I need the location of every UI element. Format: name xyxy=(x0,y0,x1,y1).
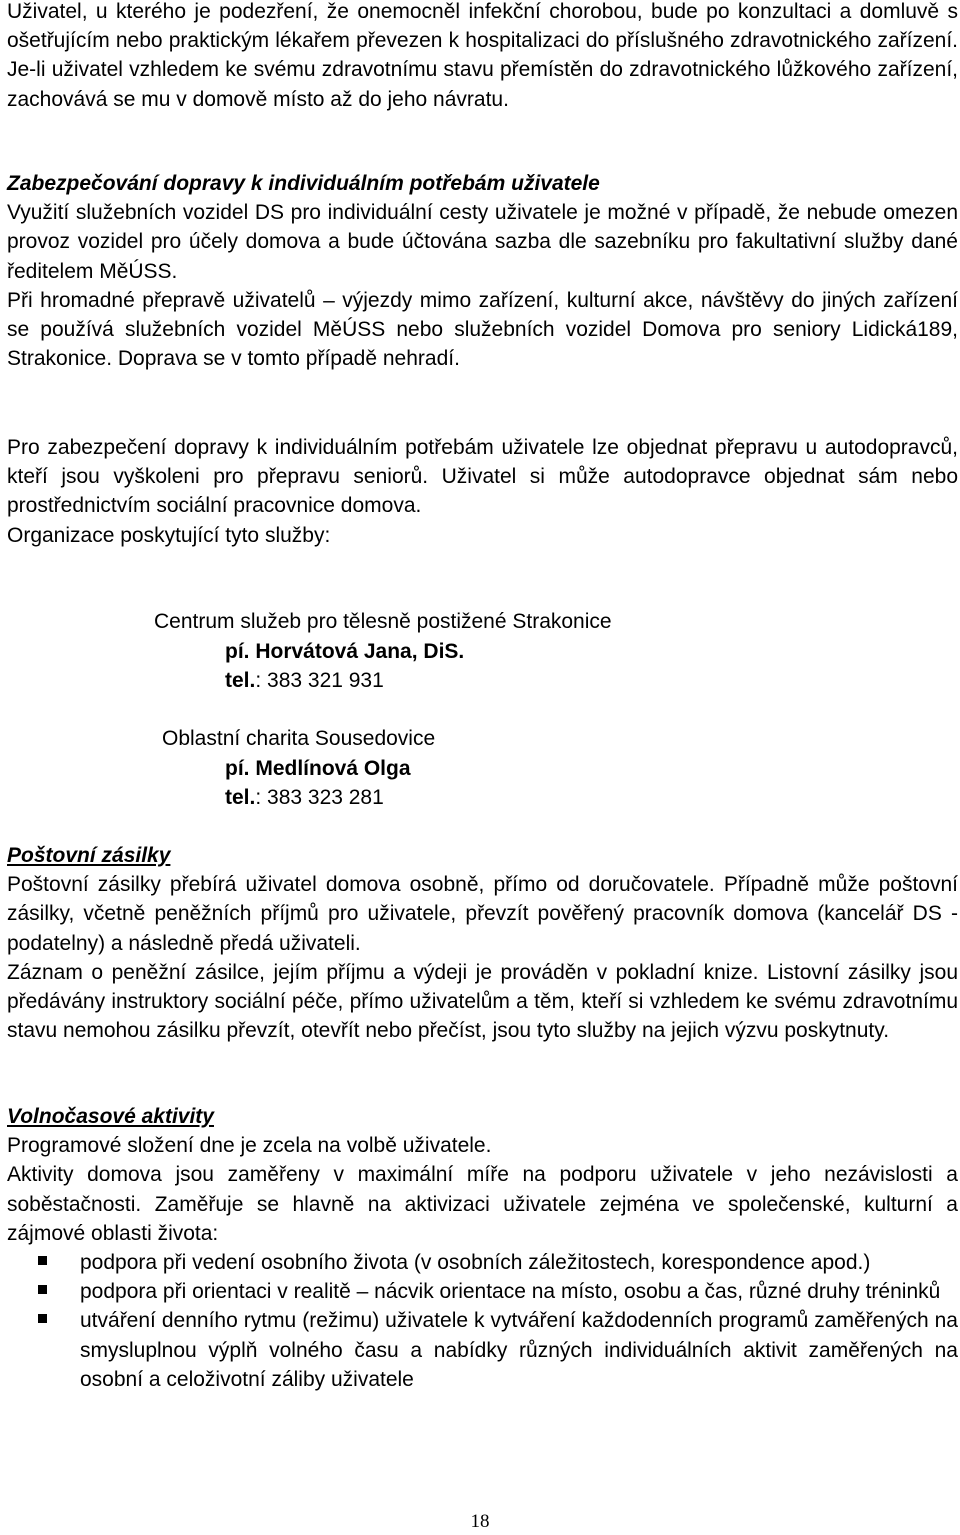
transport-paragraph-1: Využití služebních vozidel DS pro individuální cesty uživatele je možné v případě, že nebude omezen provoz vozidel pro účely domova a bude účtována sazba dle sazebníku pro fakultativní služby dané ředitelem MěÚSS. xyxy=(7,201,958,283)
transport-paragraph-2: Při hromadné přepravě uživatelů – výjezdy mimo zařízení, kulturní akce, návštěvy do jiných zařízení se používá služebních vozidel MěÚSS nebo služebních vozidel Domova pro seniory Lidická189, Strakonice. Doprava se v tomto případě nehradí. xyxy=(7,288,958,371)
transport-heading: Zabezpečování dopravy k individuálním potřebám uživatele xyxy=(7,172,600,195)
bullet-square-icon xyxy=(38,1256,47,1265)
leisure-paragraph-1: Programové složení dne je zcela na volbě uživatele. xyxy=(7,1134,492,1158)
list-item-text: podpora při orientaci v realitě – nácvik orientace na místo, osobu a čas, různé druhy tréninků xyxy=(80,1280,941,1304)
post-section xyxy=(7,841,958,1045)
list-item xyxy=(7,1248,958,1277)
tel-label: tel. xyxy=(225,669,256,692)
page-number: 18 xyxy=(470,1511,490,1532)
contact-org: Oblastní charita Sousedovice xyxy=(162,727,436,750)
contact-block-2 xyxy=(162,724,762,813)
list-item-text: podpora při vedení osobního života (v osobních záležitostech, korespondence apod.) xyxy=(80,1251,871,1275)
list-item-text: utváření denního rytmu (režimu) uživatele k vytváření každodenních programů zaměřených na smysluplnou výplň volného času a nabídky různých individuálních aktivit zaměřených na osobní a celoživotní záliby uživatele xyxy=(80,1309,958,1391)
transport-paragraph-3: Pro zabezpečení dopravy k individuálním potřebám uživatele lze objednat přepravu u autodopravců, kteří jsou vyškoleni pro přepravu seniorů. Uživatel si může autodopravce objednat sám nebo prostřednictvím sociální pracovnice domova. xyxy=(7,436,958,518)
tel-label: tel. xyxy=(225,786,256,809)
leisure-section xyxy=(7,1102,958,1394)
list-item xyxy=(7,1277,958,1306)
contact-phone xyxy=(162,783,762,813)
transport-section xyxy=(7,169,958,373)
list-item xyxy=(7,1306,958,1394)
contact-block-1 xyxy=(154,607,754,696)
contact-org: Centrum služeb pro tělesně postižené Strakonice xyxy=(154,610,612,633)
post-paragraph-1: Poštovní zásilky přebírá uživatel domova osobně, přímo od doručovatele. Případně může poštovní zásilky, včetně peněžních příjmů pro uživatele, převzít pověřený pracovník domova (kancelář DS - podatelny) a následně předá uživateli. xyxy=(7,873,958,955)
bullet-square-icon xyxy=(38,1285,47,1294)
transport-order-section xyxy=(7,433,958,550)
intro-paragraph: Uživatel, u kterého je podezření, že onemocněl infekční chorobou, bude po konzultaci a domluvě s ošetřujícím nebo praktickým lékařem převezen k hospitalizaci do příslušného zdravotnického zařízení. Je-li uživatel vzhledem ke svému zdravotnímu stavu přemístěn do zdravotnického lůžkového zařízení, zachovává se mu v domově místo až do jeho návratu. xyxy=(7,0,958,111)
contact-person: pí. Medlínová Olga xyxy=(225,756,411,780)
post-paragraph-2: Záznam o peněžní zásilce, jejím příjmu a výdeji je prováděn v pokladní knize. Listovní zásilky jsou předávány instruktory sociální péče, přímo uživatelům a těm, kteří si vzhledem ke svému zdravotnímu stavu nemohou zásilku převzít, otevřít nebo přečíst, jsou tyto služby na jejich výzvu poskytnuty. xyxy=(7,960,958,1043)
post-heading: Poštovní zásilky xyxy=(7,844,171,867)
leisure-heading: Volnočasové aktivity xyxy=(7,1105,214,1128)
tel-number: : 383 321 931 xyxy=(255,669,384,692)
tel-number: : 383 323 281 xyxy=(255,786,384,809)
contact-person: pí. Horvátová Jana, DiS. xyxy=(225,639,465,663)
leisure-paragraph-2: Aktivity domova jsou zaměřeny v maximální míře na podporu uživatele v jeho nezávislosti a soběstačnosti. Zaměřuje se hlavně na aktivizaci uživatele zejména ve společenské, kulturní a zájmové oblasti života: xyxy=(7,1163,958,1245)
transport-paragraph-4: Organizace poskytující tyto služby: xyxy=(7,523,331,547)
contact-phone xyxy=(154,666,754,696)
leisure-bullet-list xyxy=(7,1248,958,1394)
bullet-square-icon xyxy=(38,1314,47,1323)
